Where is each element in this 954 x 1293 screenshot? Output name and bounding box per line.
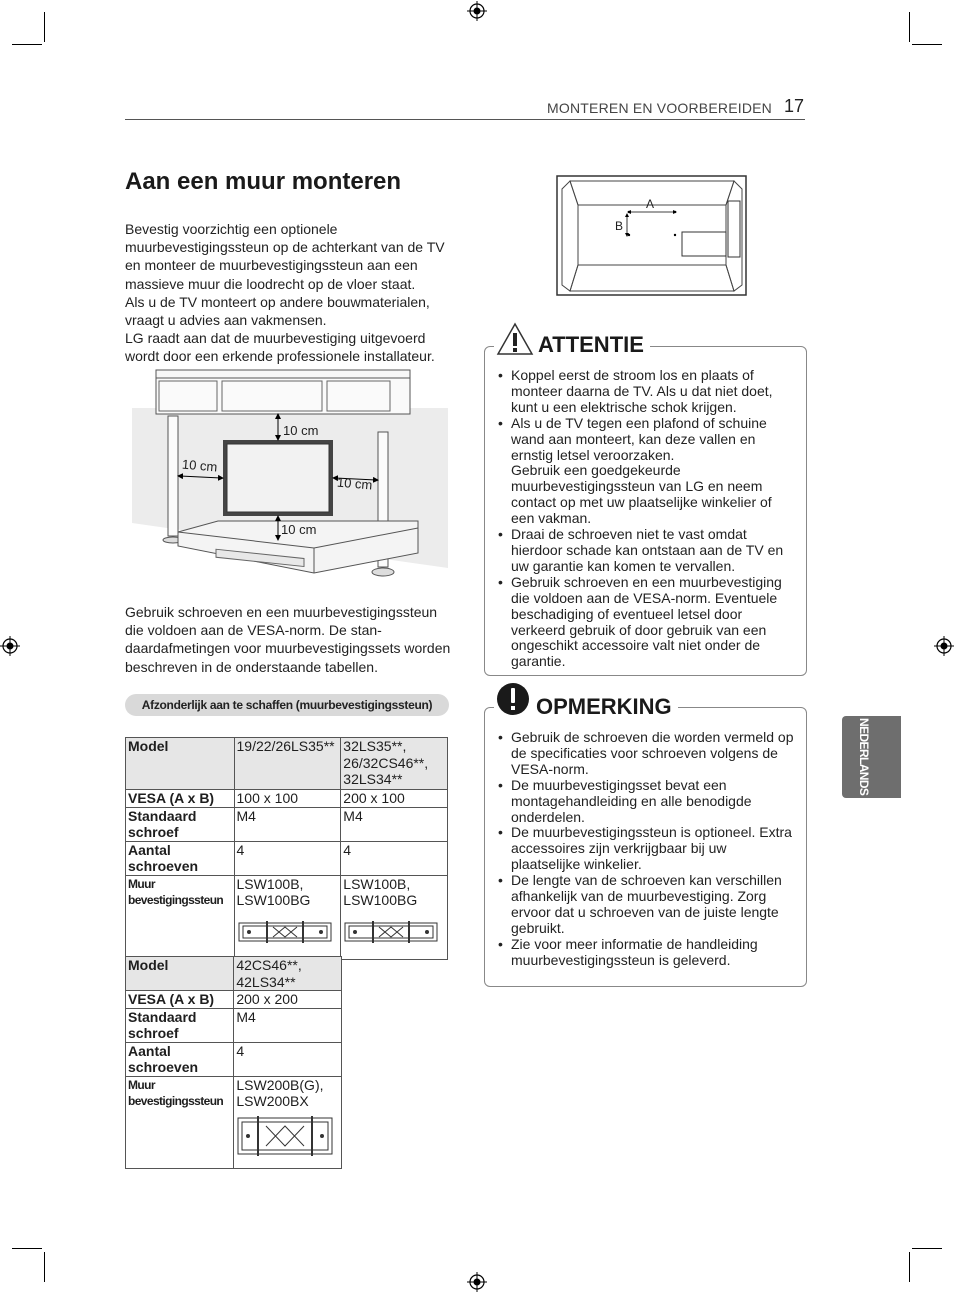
crop-mark xyxy=(44,12,45,42)
table-cell: 19/22/26LS35** xyxy=(234,738,341,790)
crop-mark xyxy=(909,12,910,42)
warning-triangle-icon xyxy=(496,322,534,356)
registration-mark-icon xyxy=(0,636,20,656)
accessory-pill: Afzonderlijk aan te schaffen (muurbevestigingssteun) xyxy=(125,694,449,716)
list-item: • Gebruik de schroeven die worden vermeld op de specificaties voor schroeven volgens de VESA-norm. xyxy=(496,730,796,778)
crop-mark xyxy=(912,1248,942,1249)
table-label-cell: Model xyxy=(126,957,234,991)
opmerking-title-wrap xyxy=(494,682,674,718)
registration-mark-icon xyxy=(467,1,487,21)
table-label-cell: Standaard schroef xyxy=(126,1008,234,1042)
attentie-list xyxy=(496,368,796,670)
list-item: • Zie voor meer informatie de handleiding muurbevestigingssteun is geleverd. xyxy=(496,937,796,969)
table-cell: 100 x 100 xyxy=(234,790,341,808)
intro-paragraph: LG raadt aan dat de muurbevestiging uitgevoerd wordt door een erkende professionele installateur. xyxy=(125,330,435,365)
tv-back-vesa-diagram xyxy=(556,175,748,297)
list-item-continuation: Gebruik een goedgekeurde muurbevestigingssteun van LG en neem contact op met uw plaatselijke winkelier of een vakman. xyxy=(511,462,772,527)
language-label: NEDERLANDS xyxy=(857,718,871,796)
bracket-model: LSW100B, LSW100BG xyxy=(236,875,311,908)
table-cell: M4 xyxy=(341,807,448,841)
crop-mark xyxy=(12,1248,42,1249)
table-cell: M4 xyxy=(234,1008,342,1042)
exclamation-note-icon xyxy=(496,682,530,716)
table-label-cell: Aantal schroeven xyxy=(126,1042,234,1076)
crop-mark xyxy=(912,44,942,45)
attentie-title: ATTENTIE xyxy=(534,332,650,358)
wall-bracket-icon xyxy=(343,917,439,947)
page-title: Aan een muur monteren xyxy=(125,168,402,195)
table-cell: 42CS46**, 42LS34** xyxy=(234,957,342,991)
table-cell: 4 xyxy=(234,1042,342,1076)
vesa-label-a: A xyxy=(646,197,655,211)
table-cell: 200 x 100 xyxy=(341,790,448,808)
table-label-cell: Standaard schroef xyxy=(126,807,235,841)
table-label-cell: VESA (A x B) xyxy=(126,991,234,1009)
table-cell: 4 xyxy=(234,841,341,875)
clearance-label-left: 10 cm xyxy=(181,456,218,475)
list-item: • De lengte van de schroeven kan verschillen afhankelijk van de muurbevestiging. Zorg ervoor dat u schroeven van de juiste lengte gebruikt. xyxy=(496,873,796,937)
wall-mount-clearance-illustration xyxy=(128,368,450,583)
wall-bracket-icon xyxy=(236,1114,334,1158)
header-rule xyxy=(125,119,805,120)
list-item-text: Als u de TV tegen een plafond of schuine wand aan monteert, kan deze vallen en ernstig letsel veroorzaken. xyxy=(511,414,767,463)
table-cell xyxy=(234,1076,342,1168)
spec-table-1 xyxy=(125,737,448,960)
crop-mark xyxy=(909,1252,910,1282)
registration-mark-icon xyxy=(934,636,954,656)
intro-paragraph: Bevestig voorzichtig een optionele muurbevestigingssteun op de achterkant van de TV en monteer de muurbevestigingssteun aan een massieve muur die loodrecht op de vloer staat. xyxy=(125,221,445,292)
table-cell: 200 x 200 xyxy=(234,991,342,1009)
wall-bracket-icon xyxy=(237,917,333,947)
clearance-label-right: 10 cm xyxy=(336,474,373,493)
table-cell xyxy=(234,875,341,959)
table-cell xyxy=(341,875,448,959)
section-header: MONTEREN EN VOORBEREIDEN xyxy=(547,100,772,116)
crop-mark xyxy=(12,44,42,45)
list-item: • De muurbevestigingssteun is optioneel. Extra accessoires zijn verkrijgbaar bij uw plaatselijke winkelier. xyxy=(496,825,796,873)
intro-paragraph: Als u de TV monteert op andere bouwmaterialen, vraagt u advies aan vakmensen. xyxy=(125,293,430,329)
crop-mark xyxy=(44,1252,45,1282)
vesa-label-b: B xyxy=(615,219,624,233)
table-label-cell: Muur bevestigingssteun xyxy=(126,1076,234,1168)
list-item: • Koppel eerst de stroom los en plaats of monteer daarna de TV. Als u dat niet doet, kunt u een elektrische schok krijgen. xyxy=(496,368,796,416)
bracket-model: LSW200B(G), LSW200BX xyxy=(236,1076,324,1109)
table-cell: 32LS35**, 26/32CS46**, 32LS34** xyxy=(341,738,448,790)
opmerking-title: OPMERKING xyxy=(532,694,678,720)
bracket-model: LSW100B, LSW100BG xyxy=(343,875,418,908)
table-label-cell: Aantal schroeven xyxy=(126,841,235,875)
table-label-cell: Muur bevestigingssteun xyxy=(126,875,235,959)
attentie-title-wrap xyxy=(494,322,644,358)
list-item xyxy=(496,416,796,527)
table-cell: M4 xyxy=(234,807,341,841)
clearance-label-bottom: 10 cm xyxy=(281,522,317,537)
page-number: 17 xyxy=(784,96,805,116)
table-cell: 4 xyxy=(341,841,448,875)
registration-mark-icon xyxy=(467,1272,487,1292)
list-item: • Draai de schroeven niet te vast omdat hierdoor schade kan ontstaan aan de TV en uw garantie kan komen te vervallen. xyxy=(496,527,796,575)
table-label-cell: Model xyxy=(126,738,235,790)
clearance-label-top: 10 cm xyxy=(283,423,319,438)
language-side-tab xyxy=(842,716,901,798)
table-label-cell: VESA (A x B) xyxy=(126,790,235,808)
vesa-paragraph: Gebruik schroeven en een muurbevestigingssteun die voldoen aan de VESA-norm. De stan-daardafmetingen voor muurbevestigingssets worden beschreven in de onderstaande tabellen. xyxy=(125,604,451,675)
list-item: • Gebruik schroeven en een muurbevestiging die voldoen aan de VESA-norm. Eventuele beschadiging of eventueel letsel door verkeerd gebruik of door gebruik van een ongeschikt accessoire valt niet onder de garantie. xyxy=(496,575,796,670)
opmerking-list xyxy=(496,730,796,969)
spec-table-2 xyxy=(125,956,342,1169)
list-item: • De muurbevestigingsset bevat een montagehandleiding en alle benodigde onderdelen. xyxy=(496,778,796,826)
intro-text xyxy=(125,220,455,366)
